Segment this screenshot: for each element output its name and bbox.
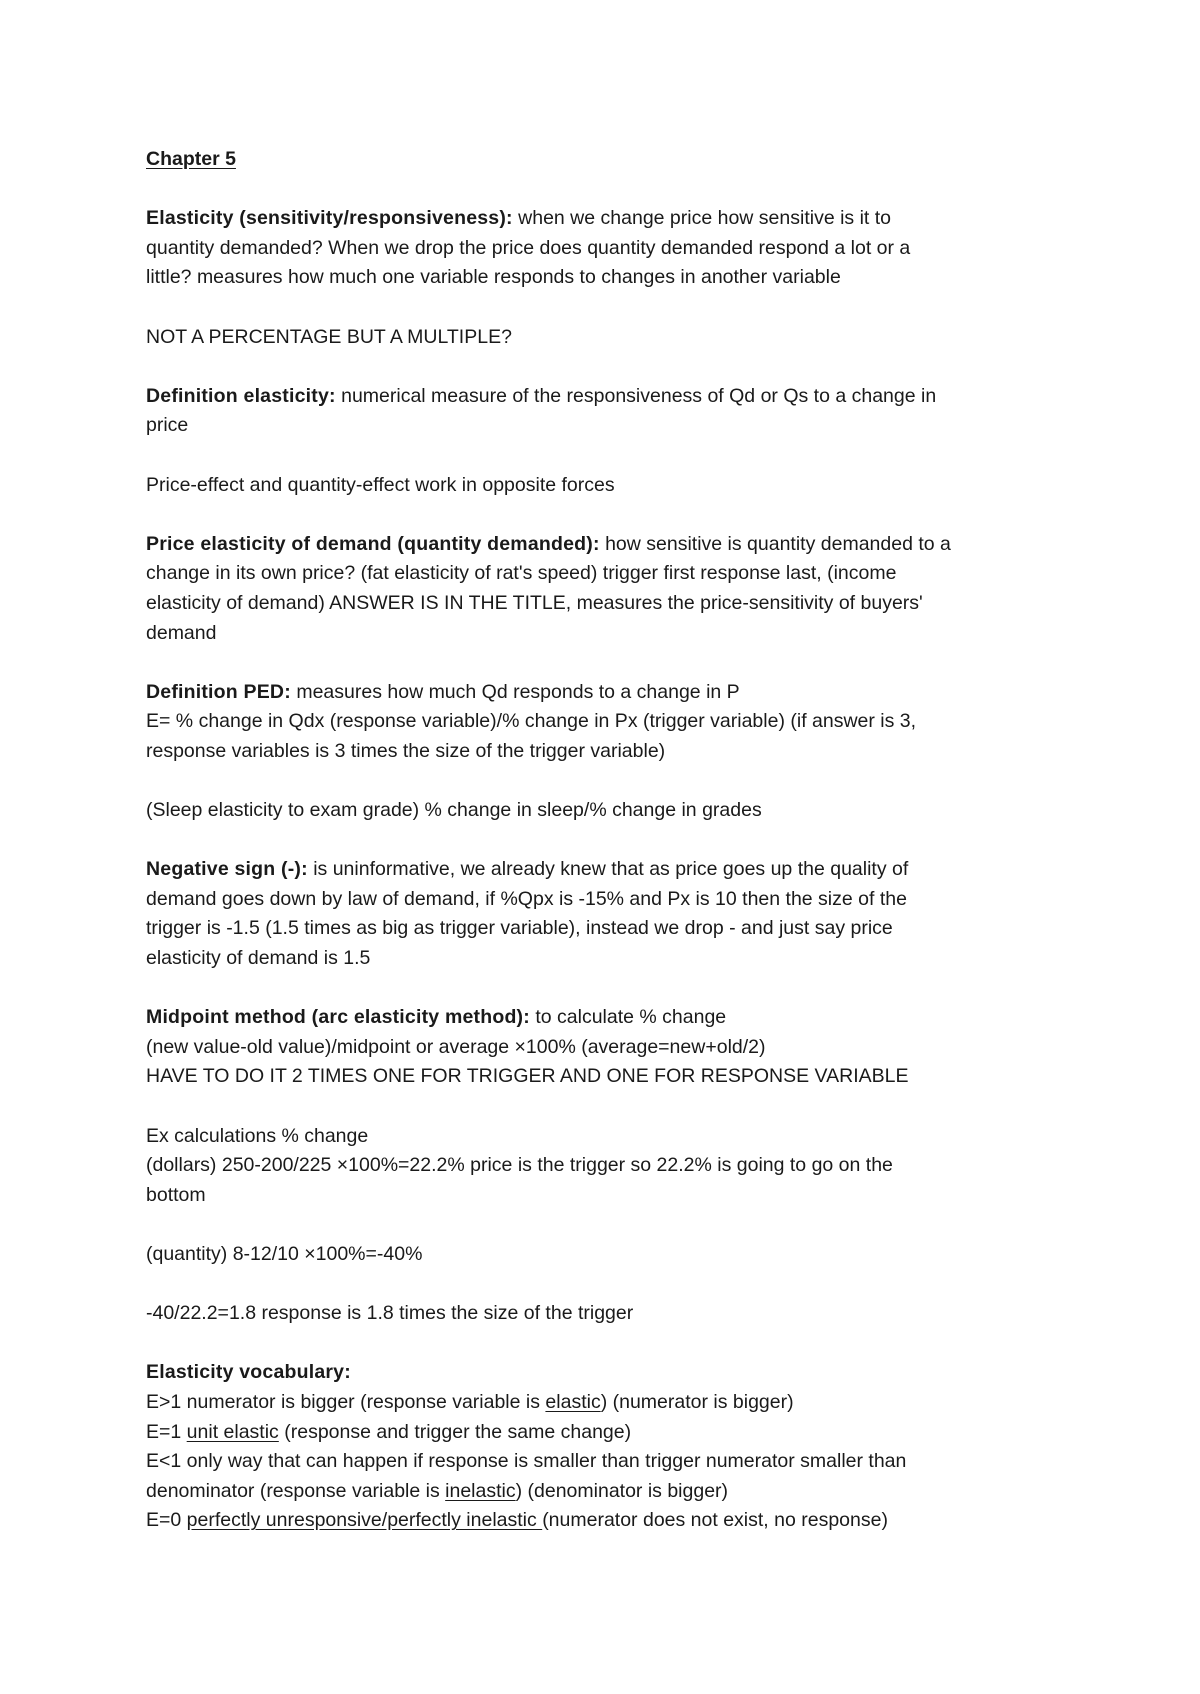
paragraph-text: change in its own price? (fat elasticity of rat's speed) trigger first response last, (income bbox=[146, 562, 897, 585]
ped-label: Price elasticity of demand (quantity demanded): bbox=[146, 532, 600, 555]
quantity-calculation: (quantity) 8-12/10 ×100%=-40% bbox=[146, 1242, 423, 1265]
definition-ped-paragraph bbox=[146, 678, 1076, 767]
elasticity-paragraph bbox=[146, 204, 1076, 293]
vocab-text: ) (numerator is bigger) bbox=[600, 1390, 794, 1413]
vocab-text: ) (denominator is bigger) bbox=[515, 1479, 729, 1502]
paragraph-text: how sensitive is quantity demanded to a bbox=[599, 532, 951, 555]
definition-ped-label: Definition PED: bbox=[146, 680, 291, 703]
paragraph-text: measures how much Qd responds to a change in P bbox=[290, 680, 740, 703]
vocab-item-inelastic bbox=[146, 1477, 1076, 1507]
vocabulary-section bbox=[146, 1358, 1076, 1536]
sleep-example: (Sleep elasticity to exam grade) % change in sleep/% change in grades bbox=[146, 799, 762, 822]
vocab-item-perfectly-inelastic bbox=[146, 1506, 1076, 1536]
vocab-term: inelastic bbox=[445, 1479, 516, 1502]
spacer bbox=[146, 1270, 1076, 1300]
paragraph-text: response variables is 3 times the size of the trigger variable) bbox=[146, 739, 666, 762]
vocab-text: (numerator does not exist, no response) bbox=[542, 1509, 888, 1532]
paragraph-text: elasticity of demand is 1.5 bbox=[146, 947, 371, 970]
vocab-item-inelastic-line1: E<1 only way that can happen if response is smaller than trigger numerator smaller than bbox=[146, 1450, 907, 1473]
spacer bbox=[146, 352, 1076, 382]
paragraph-text: little? measures how much one variable responds to changes in another variable bbox=[146, 266, 841, 289]
spacer bbox=[146, 441, 1076, 471]
paragraph-text: price bbox=[146, 414, 189, 437]
spacer bbox=[146, 175, 1076, 205]
paragraph-text: demand goes down by law of demand, if %Qpx is -15% and Px is 10 then the size of the bbox=[146, 887, 907, 910]
definition-elasticity-label: Definition elasticity: bbox=[146, 384, 336, 407]
spacer bbox=[146, 1210, 1076, 1240]
paragraph-text: elasticity of demand) ANSWER IS IN THE TITLE, measures the price-sensitivity of buyers' bbox=[146, 591, 923, 614]
paragraph-text: HAVE TO DO IT 2 TIMES ONE FOR TRIGGER AND ONE FOR RESPONSE VARIABLE bbox=[146, 1065, 909, 1088]
paragraph-text: to calculate % change bbox=[529, 1006, 727, 1029]
ped-paragraph bbox=[146, 530, 1076, 648]
multiple-note: NOT A PERCENTAGE BUT A MULTIPLE? bbox=[146, 325, 512, 348]
vocab-text: denominator (response variable is bbox=[146, 1479, 446, 1502]
negative-sign-label: Negative sign (-): bbox=[146, 858, 308, 881]
vocab-text: E=0 bbox=[146, 1509, 187, 1532]
vocab-item-elastic bbox=[146, 1388, 1076, 1418]
vocab-term: perfectly unresponsive/perfectly inelastic bbox=[186, 1509, 543, 1532]
vocab-text: E=1 bbox=[146, 1420, 187, 1443]
midpoint-paragraph bbox=[146, 1003, 1076, 1092]
midpoint-label: Midpoint method (arc elasticity method): bbox=[146, 1006, 530, 1029]
document-page bbox=[146, 145, 1076, 1536]
negative-sign-paragraph bbox=[146, 855, 1076, 973]
vocab-text: E>1 numerator is bigger (response variable is bbox=[146, 1390, 546, 1413]
spacer bbox=[146, 648, 1076, 678]
vocab-term: elastic bbox=[545, 1390, 601, 1413]
paragraph-text: quantity demanded? When we drop the price does quantity demanded respond a lot or a bbox=[146, 236, 911, 259]
spacer bbox=[146, 974, 1076, 1004]
definition-elasticity-paragraph bbox=[146, 382, 1076, 441]
paragraph-text: when we change price how sensitive is it to bbox=[512, 207, 892, 230]
paragraph-text: numerical measure of the responsiveness of Qd or Qs to a change in bbox=[335, 384, 937, 407]
vocab-term: unit elastic bbox=[186, 1420, 279, 1443]
spacer bbox=[146, 826, 1076, 856]
spacer bbox=[146, 293, 1076, 323]
vocabulary-label: Elasticity vocabulary: bbox=[146, 1361, 351, 1384]
result-calculation: -40/22.2=1.8 response is 1.8 times the size of the trigger bbox=[146, 1302, 634, 1325]
paragraph-text: trigger is -1.5 (1.5 times as big as trigger variable), instead we drop - and just say price bbox=[146, 917, 893, 940]
paragraph-text: E= % change in Qdx (response variable)/% change in Px (trigger variable) (if answer is 3, bbox=[146, 710, 917, 733]
paragraph-text: demand bbox=[146, 621, 217, 644]
paragraph-text: (dollars) 250-200/225 ×100%=22.2% price is the trigger so 22.2% is going to go on the bbox=[146, 1154, 893, 1177]
spacer bbox=[146, 1092, 1076, 1122]
paragraph-text: bottom bbox=[146, 1183, 206, 1206]
spacer bbox=[146, 766, 1076, 796]
vocab-item-unit-elastic bbox=[146, 1418, 1076, 1448]
paragraph-text: (new value-old value)/midpoint or average ×100% (average=new+old/2) bbox=[146, 1035, 766, 1058]
spacer bbox=[146, 500, 1076, 530]
spacer bbox=[146, 1329, 1076, 1359]
vocab-text: (response and trigger the same change) bbox=[278, 1420, 632, 1443]
example-calculation bbox=[146, 1122, 1076, 1211]
paragraph-text: Ex calculations % change bbox=[146, 1124, 369, 1147]
paragraph-text: is uninformative, we already knew that as price goes up the quality of bbox=[307, 858, 909, 881]
price-quantity-effect-note: Price-effect and quantity-effect work in opposite forces bbox=[146, 473, 615, 496]
chapter-title: Chapter 5 bbox=[146, 148, 236, 170]
elasticity-label: Elasticity (sensitivity/responsiveness): bbox=[146, 207, 513, 230]
